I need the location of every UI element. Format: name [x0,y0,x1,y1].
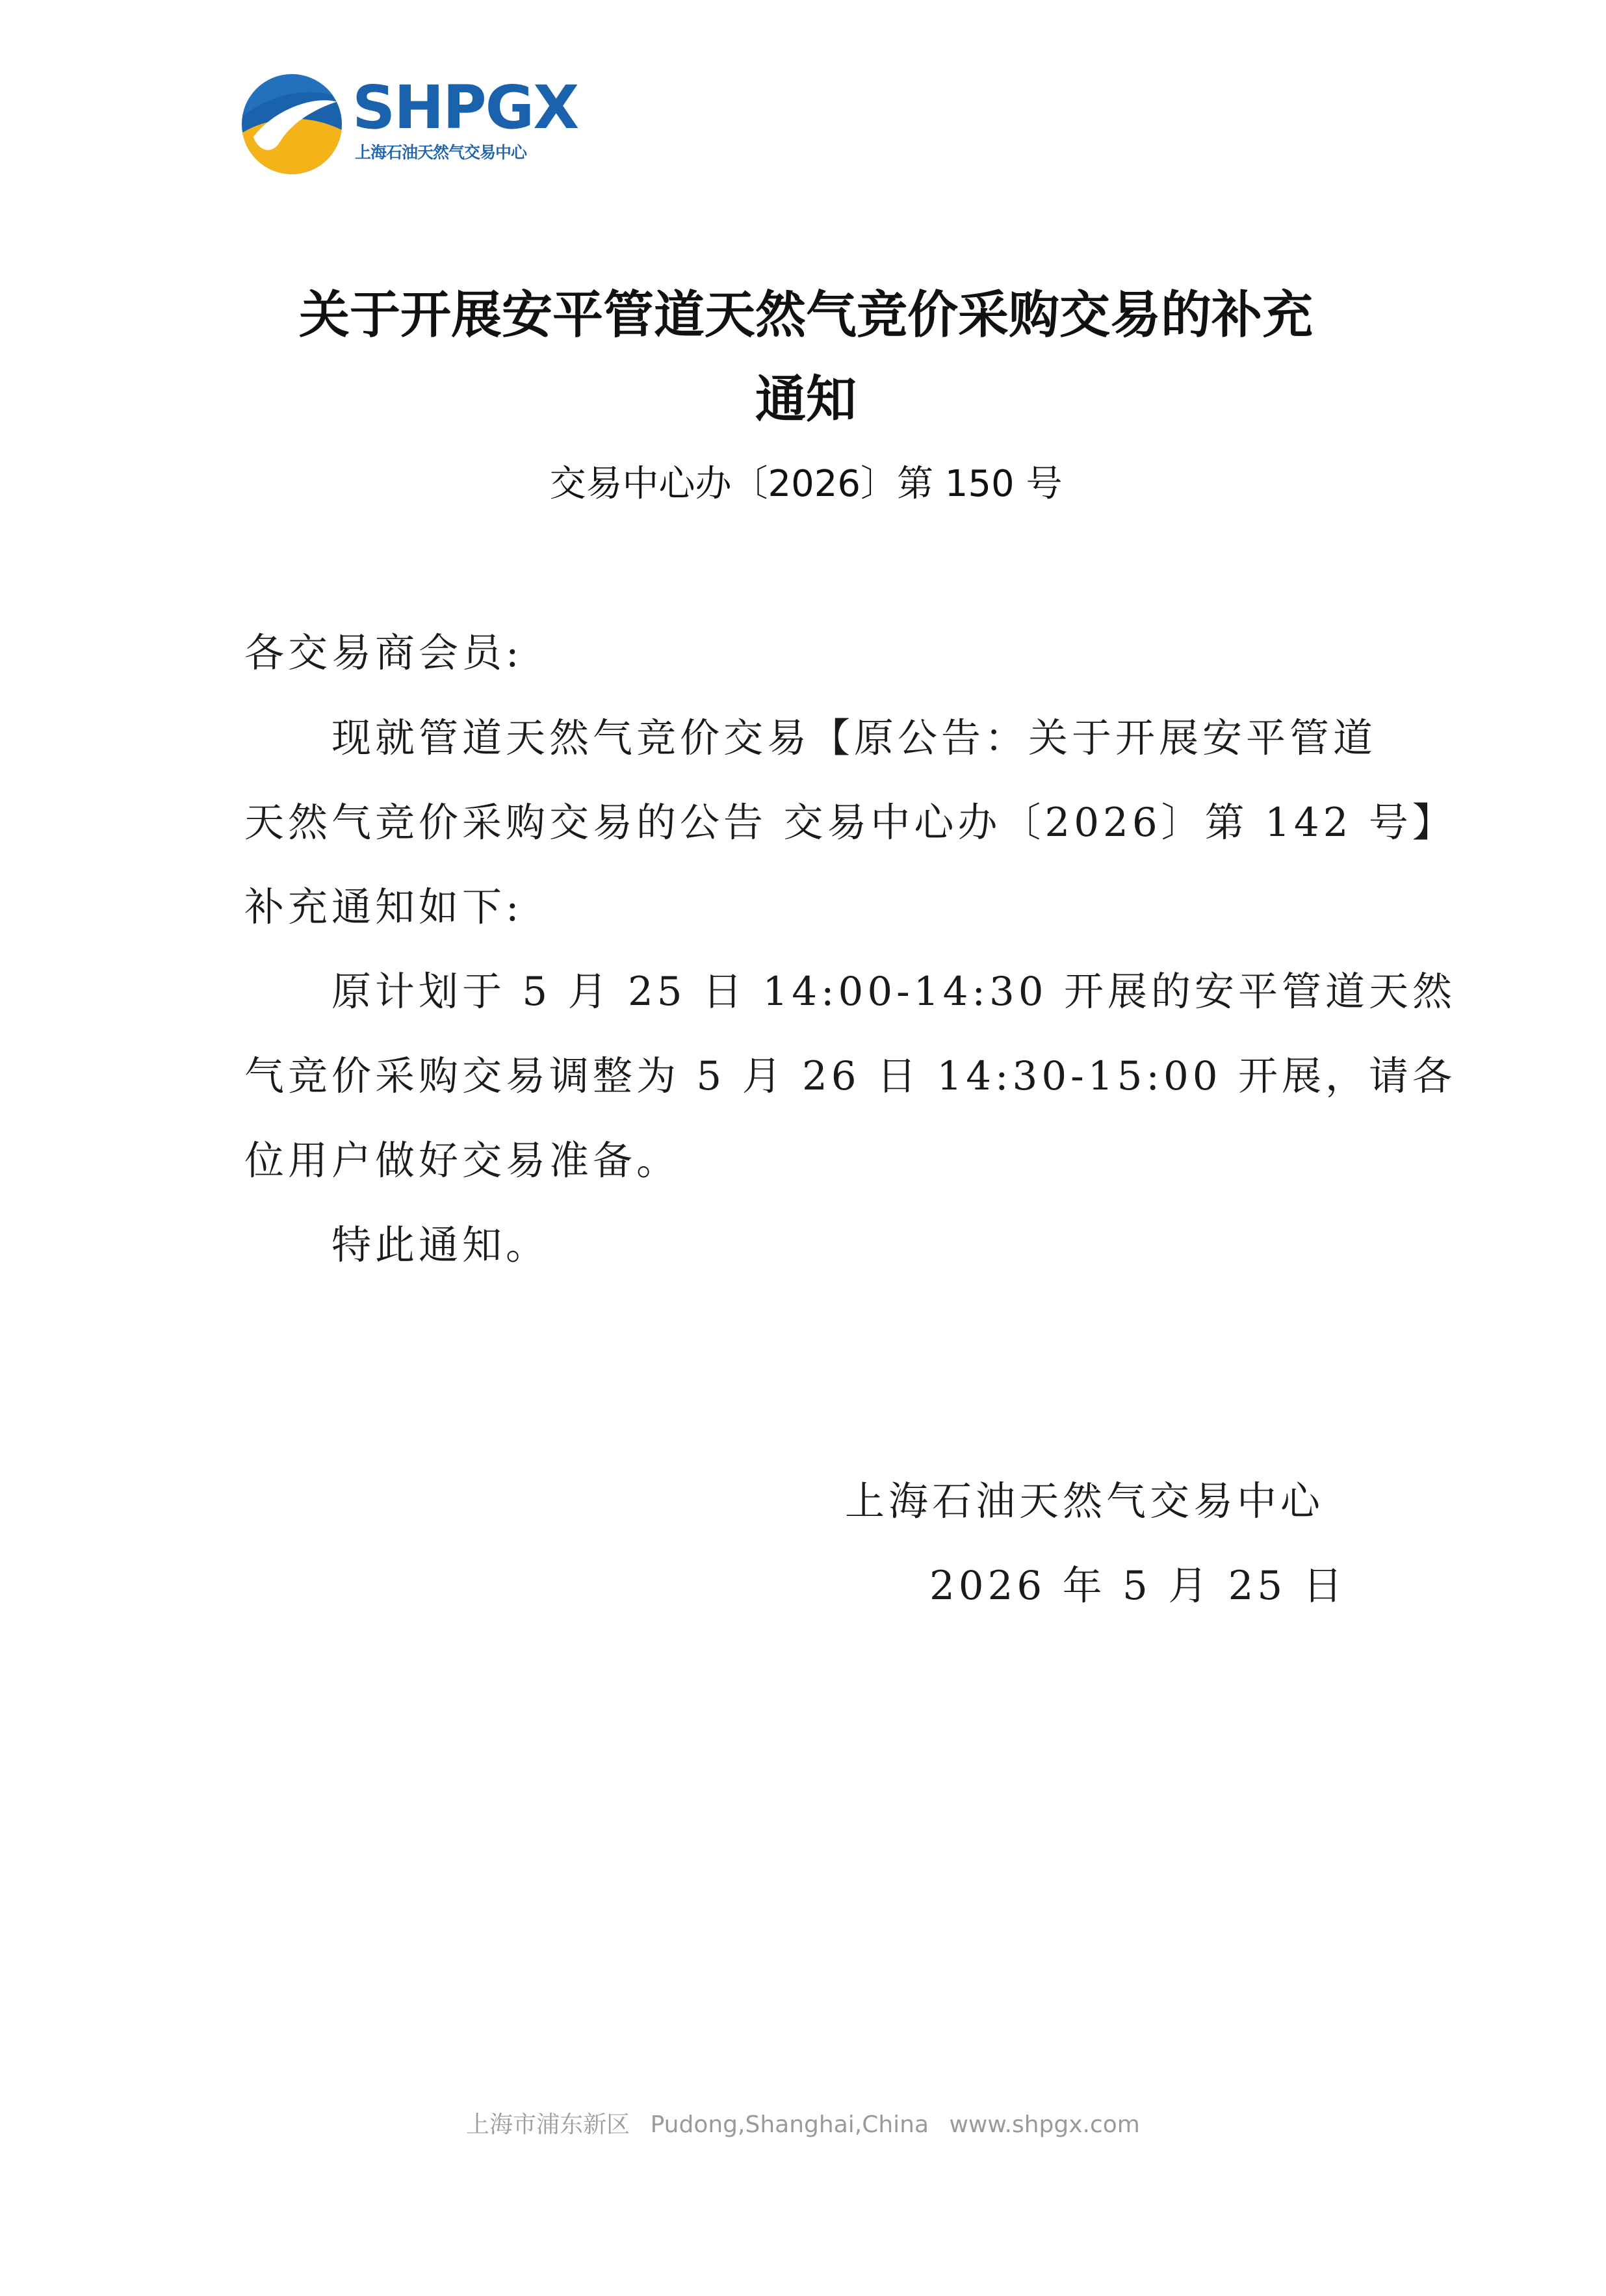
signature-organization: 上海石油天然气交易中心 [845,1478,1325,1524]
document-title-line-2: 通知 [755,371,857,429]
page-footer [0,2109,1606,2141]
document-number: 交易中心办〔2026〕第 150 号 [549,463,1063,505]
paragraph-2-line-3: 位用户做好交易准备。 [244,1138,680,1184]
paragraph-1-line-1: 现就管道天然气竞价交易【原公告：关于开展安平管道 [331,715,1377,761]
footer-website: www.shpgx.com [949,2111,1140,2138]
logo-wordmark: SHPGX [352,73,578,142]
paragraph-3: 特此通知。 [331,1222,550,1268]
paragraph-1-line-2: 天然气竞价采购交易的公告 交易中心办〔2026〕第 142 号】 [244,800,1456,846]
logo-subtitle: 上海石油天然气交易中心 [355,143,527,162]
paragraph-2-line-1: 原计划于 5 月 25 日 14:00-14:30 开展的安平管道天然 [331,969,1456,1015]
salutation: 各交易商会员: [244,630,523,676]
paragraph-2-line-2: 气竞价采购交易调整为 5 月 26 日 14:30-15:00 开展，请各 [244,1053,1456,1099]
footer-address: 上海市浦东新区 [466,2111,630,2138]
shpgx-logo [240,73,578,177]
footer-location: Pudong,Shanghai,China [650,2111,929,2138]
shpgx-logo-icon [240,73,343,176]
signature-date: 2026 年 5 月 25 日 [929,1563,1347,1609]
paragraph-1-line-3: 补充通知如下: [244,884,523,930]
document-title-line-1: 关于开展安平管道天然气竞价采购交易的补充 [298,286,1313,345]
